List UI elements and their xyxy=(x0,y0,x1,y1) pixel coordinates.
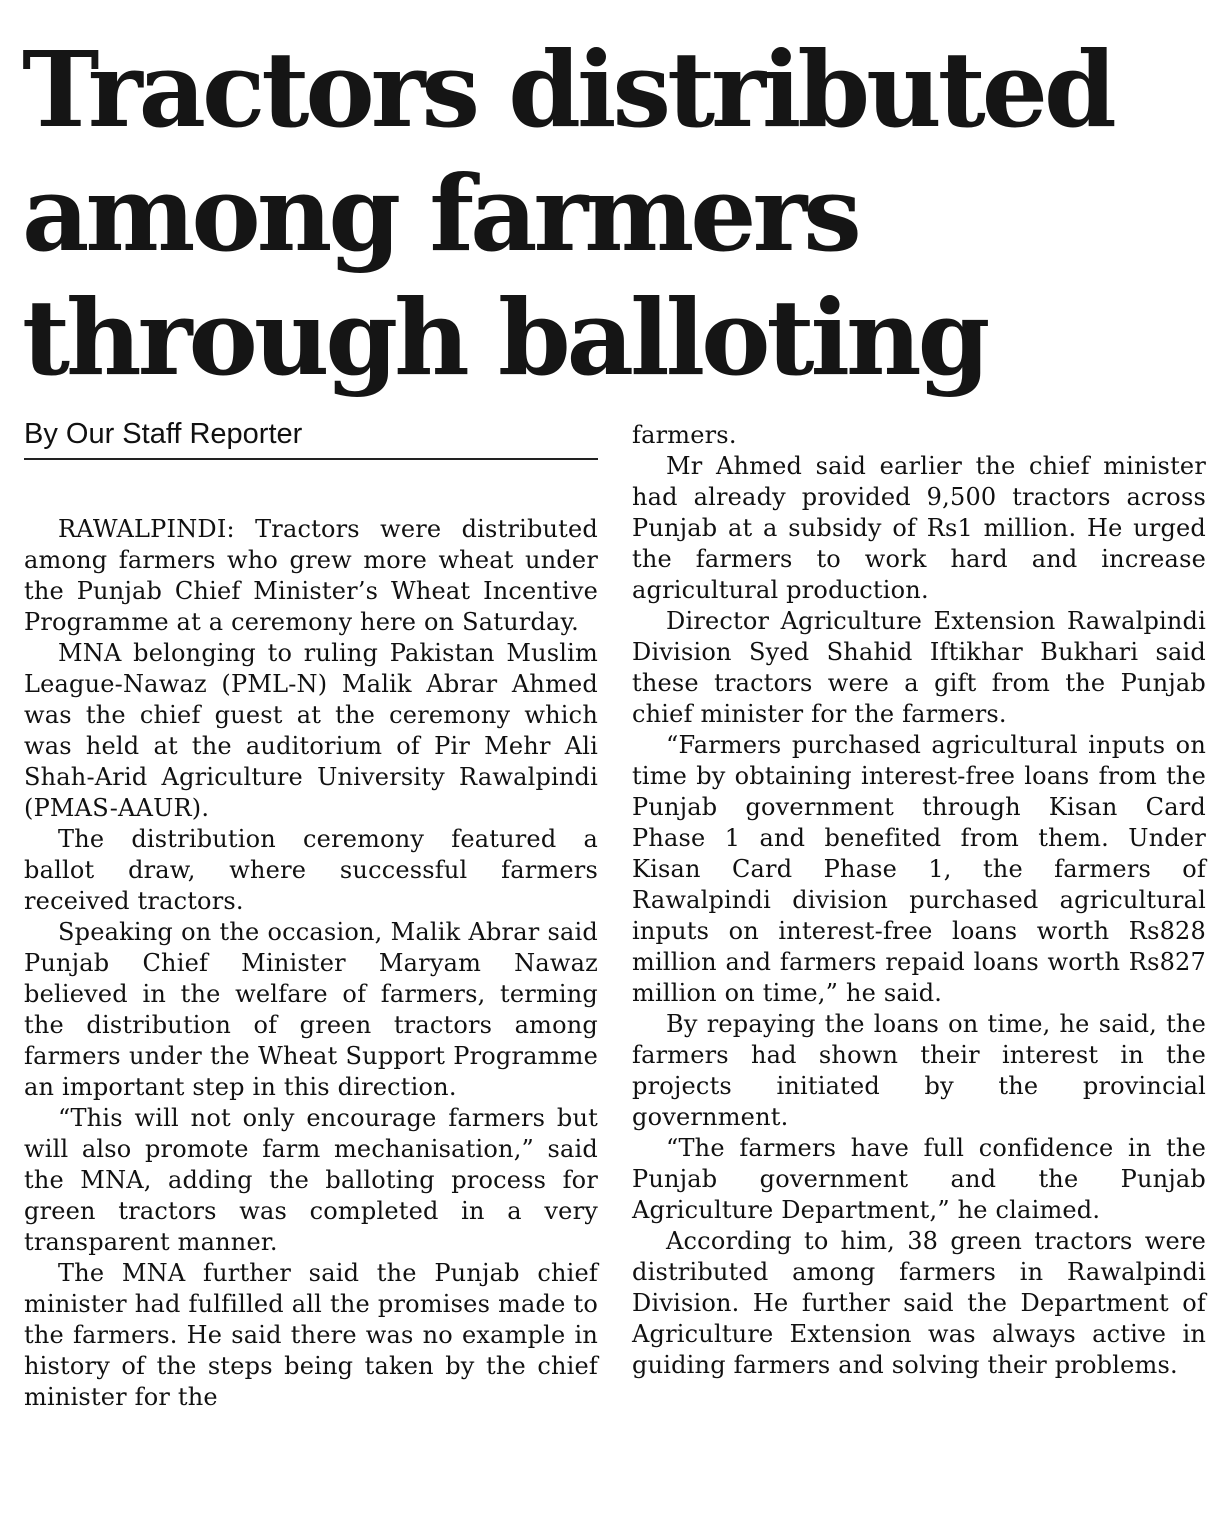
article-paragraph: “Farmers purchased agricultural inputs on time by obtaining interest-free loans from the Punjab government through Kisan Card Phase 1 and benefited from them. Under Kisan Card Phase 1, the farmers of Rawalpindi division purchased agricultural inputs on interest-free loans worth Rs828 million and farmers repaid loans worth Rs827 million on time,” he said. xyxy=(632,731,1206,1007)
headline-line: through balloting xyxy=(22,276,987,399)
headline xyxy=(22,28,1192,400)
article-paragraph: Mr Ahmed said earlier the chief minister had already provided 9,500 tractors across Punjab at a subsidy of Rs1 million. He urged the farmers to work hard and increase agricultural production. xyxy=(632,452,1206,604)
article-paragraph: MNA belonging to ruling Pakistan Muslim League-Nawaz (PML-N) Malik Abrar Ahmed was the chief guest at the ceremony which was held at the auditorium of Pir Mehr Ali Shah-Arid Agriculture University Rawalpindi (PMAS-AAUR). xyxy=(24,639,598,822)
article-paragraph: “This will not only encourage farmers but will also promote farm mechanisation,” said the MNA, adding the balloting process for green tractors was completed in a very transparent manner. xyxy=(24,1104,598,1256)
article-paragraph: “The farmers have full confidence in the Punjab government and the Punjab Agriculture Department,” he claimed. xyxy=(632,1134,1206,1224)
article-paragraph: The distribution ceremony featured a ballot draw, where successful farmers received tractors. xyxy=(24,825,598,915)
article-column-right xyxy=(632,420,1206,1381)
article-column-left xyxy=(24,514,598,1413)
headline-line: Tractors distributed xyxy=(22,28,1113,151)
byline: By Our Staff Reporter xyxy=(24,412,598,460)
article-paragraph: Director Agriculture Extension Rawalpindi Division Syed Shahid Iftikhar Bukhari said these tractors were a gift from the Punjab chief minister for the farmers. xyxy=(632,607,1206,728)
headline-line: among farmers xyxy=(22,152,858,275)
article-paragraph: By repaying the loans on time, he said, the farmers had shown their interest in the projects initiated by the provincial government. xyxy=(632,1010,1206,1131)
article-paragraph: The MNA further said the Punjab chief minister had fulfilled all the promises made to the farmers. He said there was no example in history of the steps being taken by the chief minister for the xyxy=(24,1259,598,1411)
article-paragraph: According to him, 38 green tractors were distributed among farmers in Rawalpindi Division. He further said the Department of Agriculture Extension was always active in guiding farmers and solving their problems. xyxy=(632,1227,1206,1379)
article-paragraph: RAWALPINDI: Tractors were distributed among farmers who grew more wheat under the Punjab Chief Minister’s Wheat Incentive Programme at a ceremony here on Saturday. xyxy=(24,515,598,636)
article-paragraph: Speaking on the occasion, Malik Abrar said Punjab Chief Minister Maryam Nawaz believed in the welfare of farmers, terming the distribution of green tractors among farmers under the Wheat Support Programme an important step in this direction. xyxy=(24,918,598,1101)
article-paragraph-continuation: farmers. xyxy=(632,421,737,449)
